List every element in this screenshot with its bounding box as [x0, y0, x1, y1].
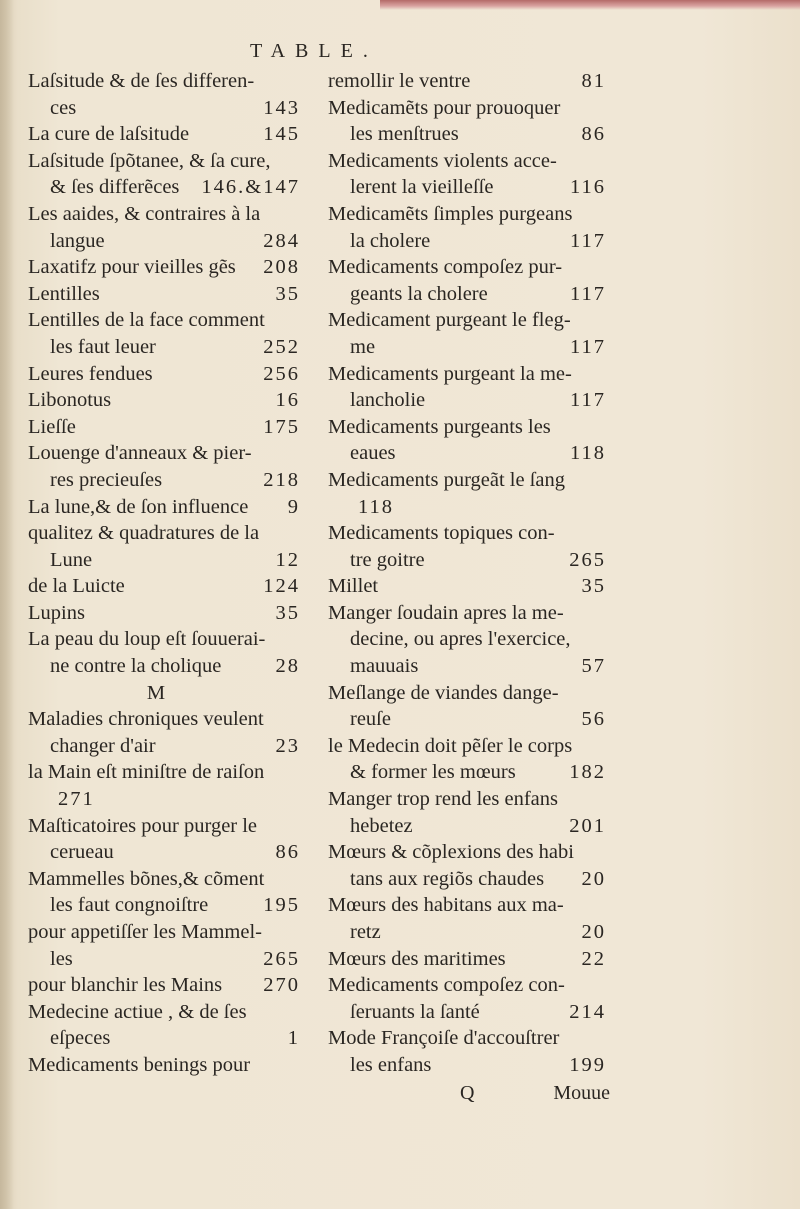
entry-text: Manger ſoudain apres la me-	[328, 601, 564, 624]
entry-text: Medicaments compoſez con-	[328, 974, 565, 997]
page-number: 218	[263, 468, 300, 491]
page-number: 23	[275, 734, 300, 757]
entry-text: lerent la vieilleſſe	[350, 176, 494, 199]
entry-text: pour blanchir les Mains	[28, 974, 223, 997]
page-number: 20	[581, 921, 606, 943]
entry-text: Mœurs & cõplexions des habi	[328, 841, 574, 864]
page-number: 86	[275, 841, 300, 864]
page-number: 201	[569, 814, 606, 837]
page-number: 116	[570, 176, 606, 199]
page-number: 124	[263, 575, 300, 598]
index-entry	[28, 866, 300, 919]
entry-text: langue	[50, 229, 105, 252]
index-entry	[28, 148, 300, 201]
page-number: 265	[569, 548, 606, 571]
index-entry	[328, 573, 606, 600]
entry-text: Medicament purgeant le fleg-	[328, 309, 571, 332]
entry-text: qualitez & quadratures de la	[28, 522, 260, 545]
page-number: 284	[263, 229, 300, 252]
entry-text: Manger trop rend les enfans	[328, 788, 558, 811]
entry-text: les enfans	[350, 1053, 432, 1076]
entry-text: eaues	[350, 442, 396, 465]
entry-text: Louenge d'anneaux & pier-	[28, 442, 252, 465]
page-number: 118	[358, 495, 394, 518]
index-entry	[328, 68, 606, 95]
entry-text: le Medecin doit pẽſer le corps	[328, 734, 573, 757]
page-number: 118	[570, 442, 606, 465]
page-number: 270	[263, 974, 300, 997]
page-number: 195	[263, 894, 300, 917]
page-number: 22	[581, 947, 606, 970]
index-entry	[328, 839, 606, 892]
page-number: 252	[263, 335, 300, 358]
entry-text: Medicaments topiques con-	[328, 522, 555, 545]
index-entry	[28, 813, 300, 866]
index-entry	[328, 600, 606, 680]
entry-text: Lupins	[28, 601, 85, 624]
entry-text: Medicamẽts pour prouoquer	[328, 96, 561, 119]
entry-text: Medicaments purgeant la me-	[328, 362, 572, 385]
page-number: 12	[275, 548, 300, 571]
index-entry	[328, 1025, 606, 1078]
entry-text: Lentilles de la face comment	[28, 309, 265, 332]
entry-text: decine, ou apres l'exercice,	[350, 628, 571, 651]
entry-text: Mœurs des habitans aux ma-	[328, 894, 564, 917]
entry-text: Les aaides, & contraires à la	[28, 202, 261, 225]
entry-text: Medicamẽts ſimples purgeans	[328, 202, 573, 225]
index-entry	[328, 680, 606, 733]
entry-text: les faut congnoiſtre	[50, 894, 209, 917]
entry-text: Medicaments compoſez pur-	[328, 256, 563, 279]
index-entry	[28, 1052, 300, 1079]
entry-text: les	[50, 947, 73, 970]
index-entry	[28, 972, 300, 999]
index-entry	[28, 999, 300, 1052]
binding-shadow	[0, 0, 14, 1209]
entry-text: La cure de laſsitude	[28, 123, 190, 146]
entry-text: Lentilles	[28, 282, 100, 305]
entry-text: hebetez	[350, 814, 413, 837]
index-entry	[328, 307, 606, 360]
index-entry	[28, 307, 300, 360]
entry-text: Mœurs des maritimes	[328, 947, 506, 970]
entry-text: Mode Françoiſe d'accouſtrer	[328, 1027, 560, 1050]
entry-text: ces	[50, 96, 77, 119]
page-number: 117	[570, 389, 606, 412]
section-letter: M	[146, 681, 166, 704]
index-entry	[328, 414, 606, 467]
entry-text: Medicaments violents acce-	[328, 149, 557, 172]
page-number: 208	[263, 256, 300, 279]
index-entry	[28, 201, 300, 254]
entry-text: me	[350, 335, 376, 358]
entry-text: geants la cholere	[350, 282, 488, 305]
entry-text: cerueau	[50, 841, 114, 864]
entry-text: Medicaments benings pour	[28, 1053, 251, 1076]
page-number: 256	[263, 362, 300, 385]
entry-text: Laſsitude & de ſes differen-	[28, 70, 255, 92]
entry-text: les menſtrues	[350, 123, 459, 146]
page-number: 81	[581, 70, 606, 92]
index-entry	[28, 520, 300, 573]
entry-text: Meſlange de viandes dange-	[328, 681, 559, 704]
entry-text: mauuais	[350, 655, 419, 678]
entry-text: changer d'air	[50, 734, 156, 757]
index-entry	[28, 414, 300, 441]
entry-text: les faut leuer	[50, 335, 156, 358]
page-number: 35	[275, 601, 300, 624]
index-entry	[328, 733, 606, 786]
page-number: 271	[58, 788, 95, 811]
catchword: Mouue	[553, 1082, 610, 1104]
index-entry	[28, 68, 300, 121]
entry-text: La lune,& de ſon influence	[28, 495, 249, 518]
index-entry	[28, 626, 300, 679]
entry-text: Medecine actiue , & de ſes	[28, 1000, 247, 1023]
page-number: 1	[287, 1027, 300, 1050]
signature-mark: Q	[460, 1082, 475, 1104]
index-entry	[328, 148, 606, 201]
index-column-right	[328, 68, 606, 1079]
index-entry	[328, 254, 606, 307]
index-entry	[28, 387, 300, 414]
entry-text: Leures fendues	[28, 362, 153, 385]
entry-text: res precieuſes	[50, 468, 163, 491]
entry-text: Medicaments purgeãt le ſang	[328, 468, 566, 491]
entry-text: ne contre la cholique	[50, 655, 222, 678]
page-number: 35	[275, 282, 300, 305]
index-entry	[28, 600, 300, 627]
page-number: 117	[570, 282, 606, 305]
entry-text: Mammelles bõnes,& cõment	[28, 867, 265, 890]
entry-text: tre goitre	[350, 548, 425, 571]
page-number: 182	[569, 761, 606, 784]
page-number: 86	[581, 123, 606, 146]
index-entry	[28, 281, 300, 308]
entry-text: remollir le ventre	[328, 70, 471, 92]
index-entry	[328, 95, 606, 148]
index-entry	[28, 706, 300, 759]
index-entry	[28, 759, 300, 812]
red-page-edge	[380, 0, 800, 10]
entry-text: Lune	[50, 548, 93, 571]
page-number: 56	[581, 708, 606, 731]
page-number: 145	[263, 123, 300, 146]
index-entry	[28, 440, 300, 493]
index-entry	[328, 467, 606, 520]
entry-text: tans aux regiõs chaudes	[350, 867, 545, 890]
page-number: 143	[263, 96, 300, 119]
page-number: 175	[263, 415, 300, 438]
entry-text: Millet	[328, 575, 379, 598]
entry-text: pour appetiſſer les Mammel-	[28, 921, 262, 943]
running-header: TABLE.	[250, 40, 378, 62]
entry-text: & ſes differẽces	[50, 176, 180, 199]
entry-text: & former les mœurs	[350, 761, 516, 784]
page-number: 35	[581, 575, 606, 598]
entry-text: Lieſſe	[28, 415, 76, 438]
index-entry	[28, 919, 300, 972]
page-number: 57	[581, 655, 606, 678]
entry-text: Laxatifz pour vieilles gẽs	[28, 256, 236, 279]
page-footer	[460, 1082, 610, 1105]
index-column-left	[28, 68, 300, 1079]
entry-text: la cholere	[350, 229, 431, 252]
index-entry	[28, 121, 300, 148]
index-entry	[28, 254, 300, 281]
entry-text: Maladies chroniques veulent	[28, 708, 264, 731]
page-number: 265	[263, 947, 300, 970]
page-number: 214	[569, 1000, 606, 1023]
page-number: 16	[275, 389, 300, 412]
entry-text: Maſticatoires pour purger le	[28, 814, 258, 837]
index-entry	[328, 786, 606, 839]
entry-text: de la Luicte	[28, 575, 125, 598]
index-entry	[28, 573, 300, 600]
index-entry	[28, 494, 300, 521]
entry-text: Laſsitude ſpõtanee, & ſa cure,	[28, 149, 271, 172]
index-entry	[328, 201, 606, 254]
entry-text: reuſe	[350, 708, 391, 731]
page-number: 117	[570, 335, 606, 358]
page-number: 28	[275, 655, 300, 678]
entry-text: La peau du loup eſt ſouuerai-	[28, 628, 266, 651]
index-entry	[328, 972, 606, 1025]
entry-text: lancholie	[350, 389, 426, 412]
entry-text: ſeruants la ſanté	[350, 1000, 480, 1023]
index-entry	[328, 520, 606, 573]
index-entry	[28, 361, 300, 388]
index-entry	[328, 946, 606, 973]
entry-text: retz	[350, 921, 381, 943]
index-entry	[328, 892, 606, 945]
entry-text: la Main eſt miniſtre de raiſon	[28, 761, 265, 784]
entry-text: Medicaments purgeants les	[328, 415, 551, 438]
page-number: 146.&147	[201, 176, 300, 199]
index-entry	[328, 361, 606, 414]
page-number: 117	[570, 229, 606, 252]
page-number: 199	[569, 1053, 606, 1076]
entry-text: eſpeces	[50, 1027, 111, 1050]
page-number: 20	[581, 867, 606, 890]
entry-text: Libonotus	[28, 389, 112, 412]
page-number: 9	[287, 495, 300, 518]
